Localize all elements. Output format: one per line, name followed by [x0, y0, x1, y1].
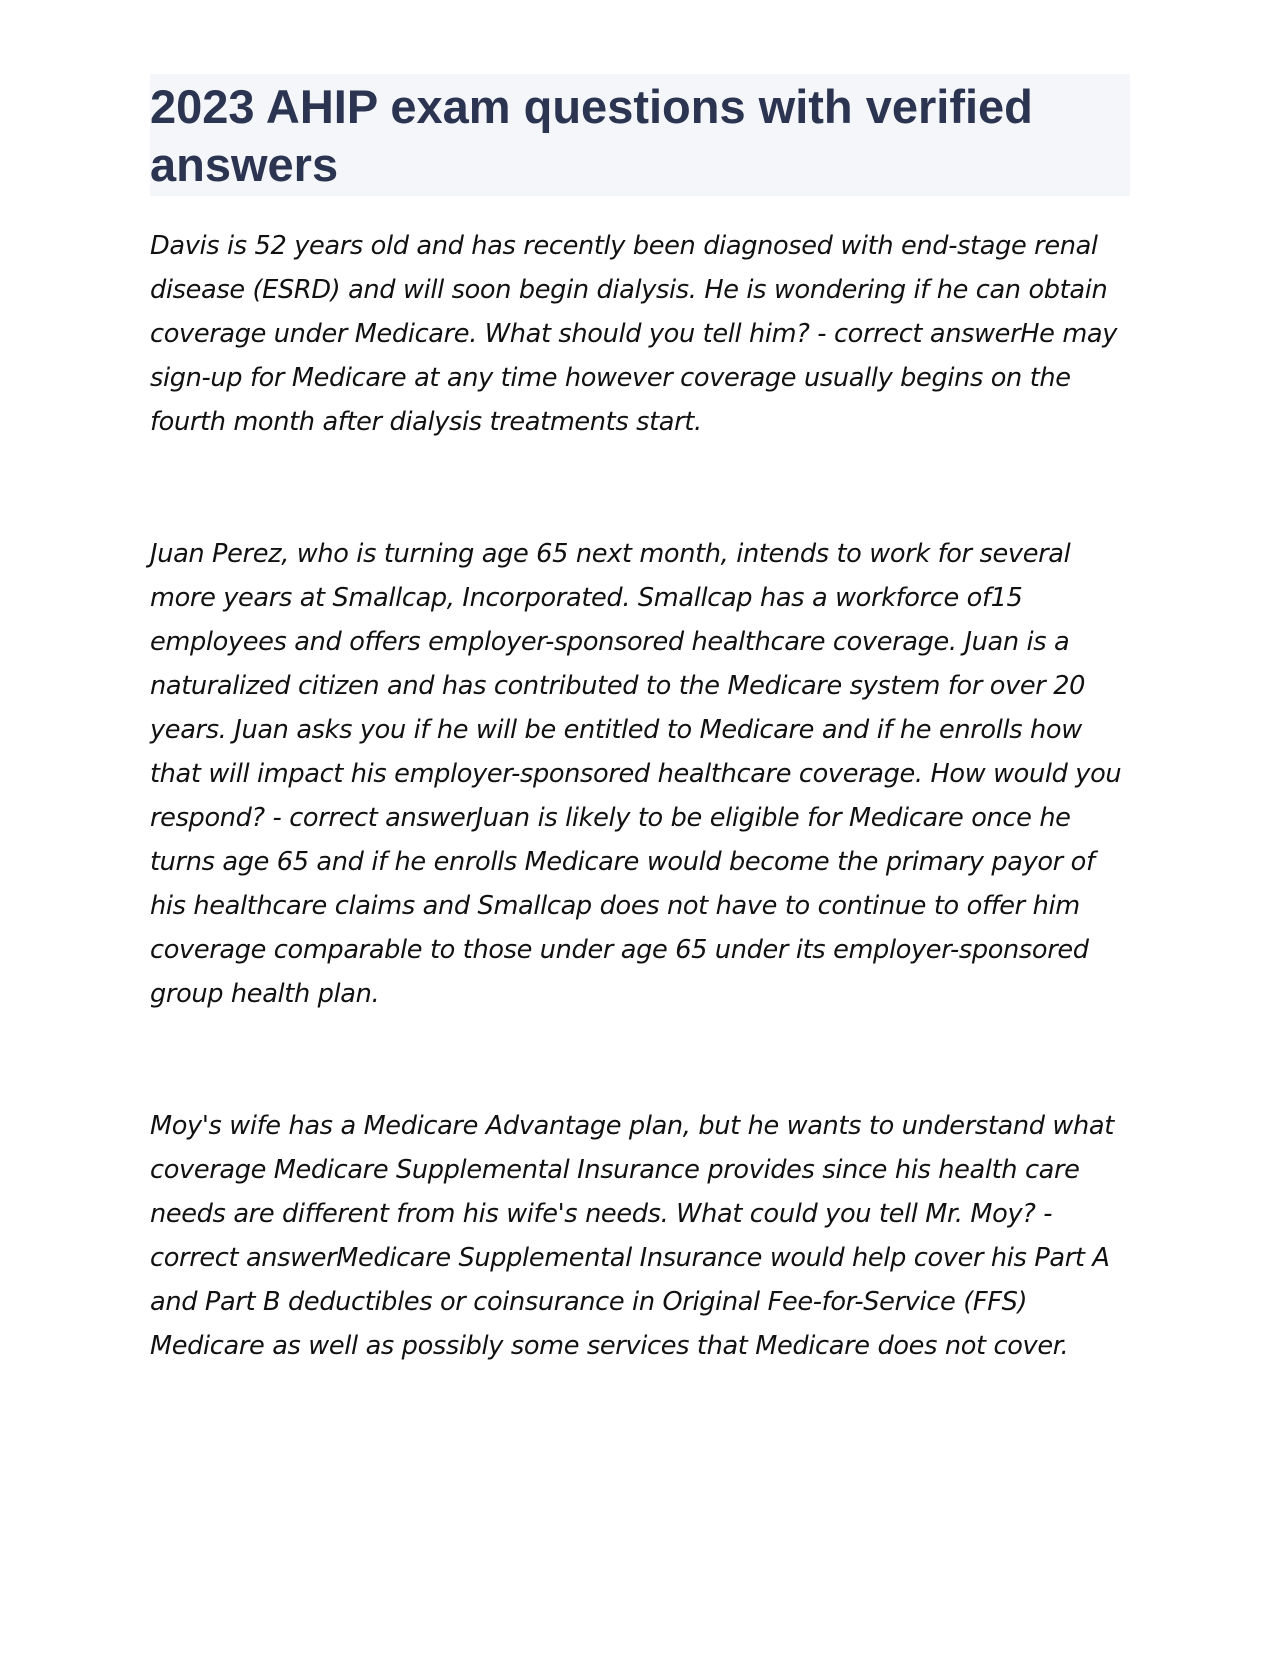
- page-title: 2023 AHIP exam questions with verified answers: [150, 80, 1033, 191]
- qa-item-employer-coverage: Juan Perez, who is turning age 65 next month, intends to work for several more years at Smallcap, Incorporated. Smallcap has a workforce of15 employees and offers employer-sponsored healthcare coverage. Juan is a naturalized citizen and has contributed to the Medicare system for over 20 years. Juan asks you if he will be entitled to Medicare and if he enrolls how that will impact his employer-sponsored healthcare coverage. How would you respond? - correct answerJuan is likely to be eligible for Medicare once he turns age 65 and if he enrolls Medicare would become the primary payor of his healthcare claims and Smallcap does not have to continue to offer him coverage comparable to those under age 65 under its employer-sponsored group health plan.: [150, 539, 1122, 1009]
- qa-item-esrd: Davis is 52 years old and has recently been diagnosed with end-stage renal disease (ESRD) and will soon begin dialysis. He is wondering if he can obtain coverage under Medicare. What should you tell him? - correct answerHe may sign-up for Medicare at any time however coverage usually begins on the fourth month after dialysis treatments start.: [150, 231, 1118, 437]
- title-block: [150, 74, 1130, 196]
- qa-item-supplemental-insurance: Moy's wife has a Medicare Advantage plan, but he wants to understand what coverage Medicare Supplemental Insurance provides since his health care needs are different from his wife's needs. What could you tell Mr. Moy? - correct answerMedicare Supplemental Insurance would help cover his Part A and Part B deductibles or coinsurance in Original Fee-for-Service (FFS) Medicare as well as possibly some services that Medicare does not cover.: [150, 1111, 1114, 1361]
- document-page: [150, 74, 1130, 1368]
